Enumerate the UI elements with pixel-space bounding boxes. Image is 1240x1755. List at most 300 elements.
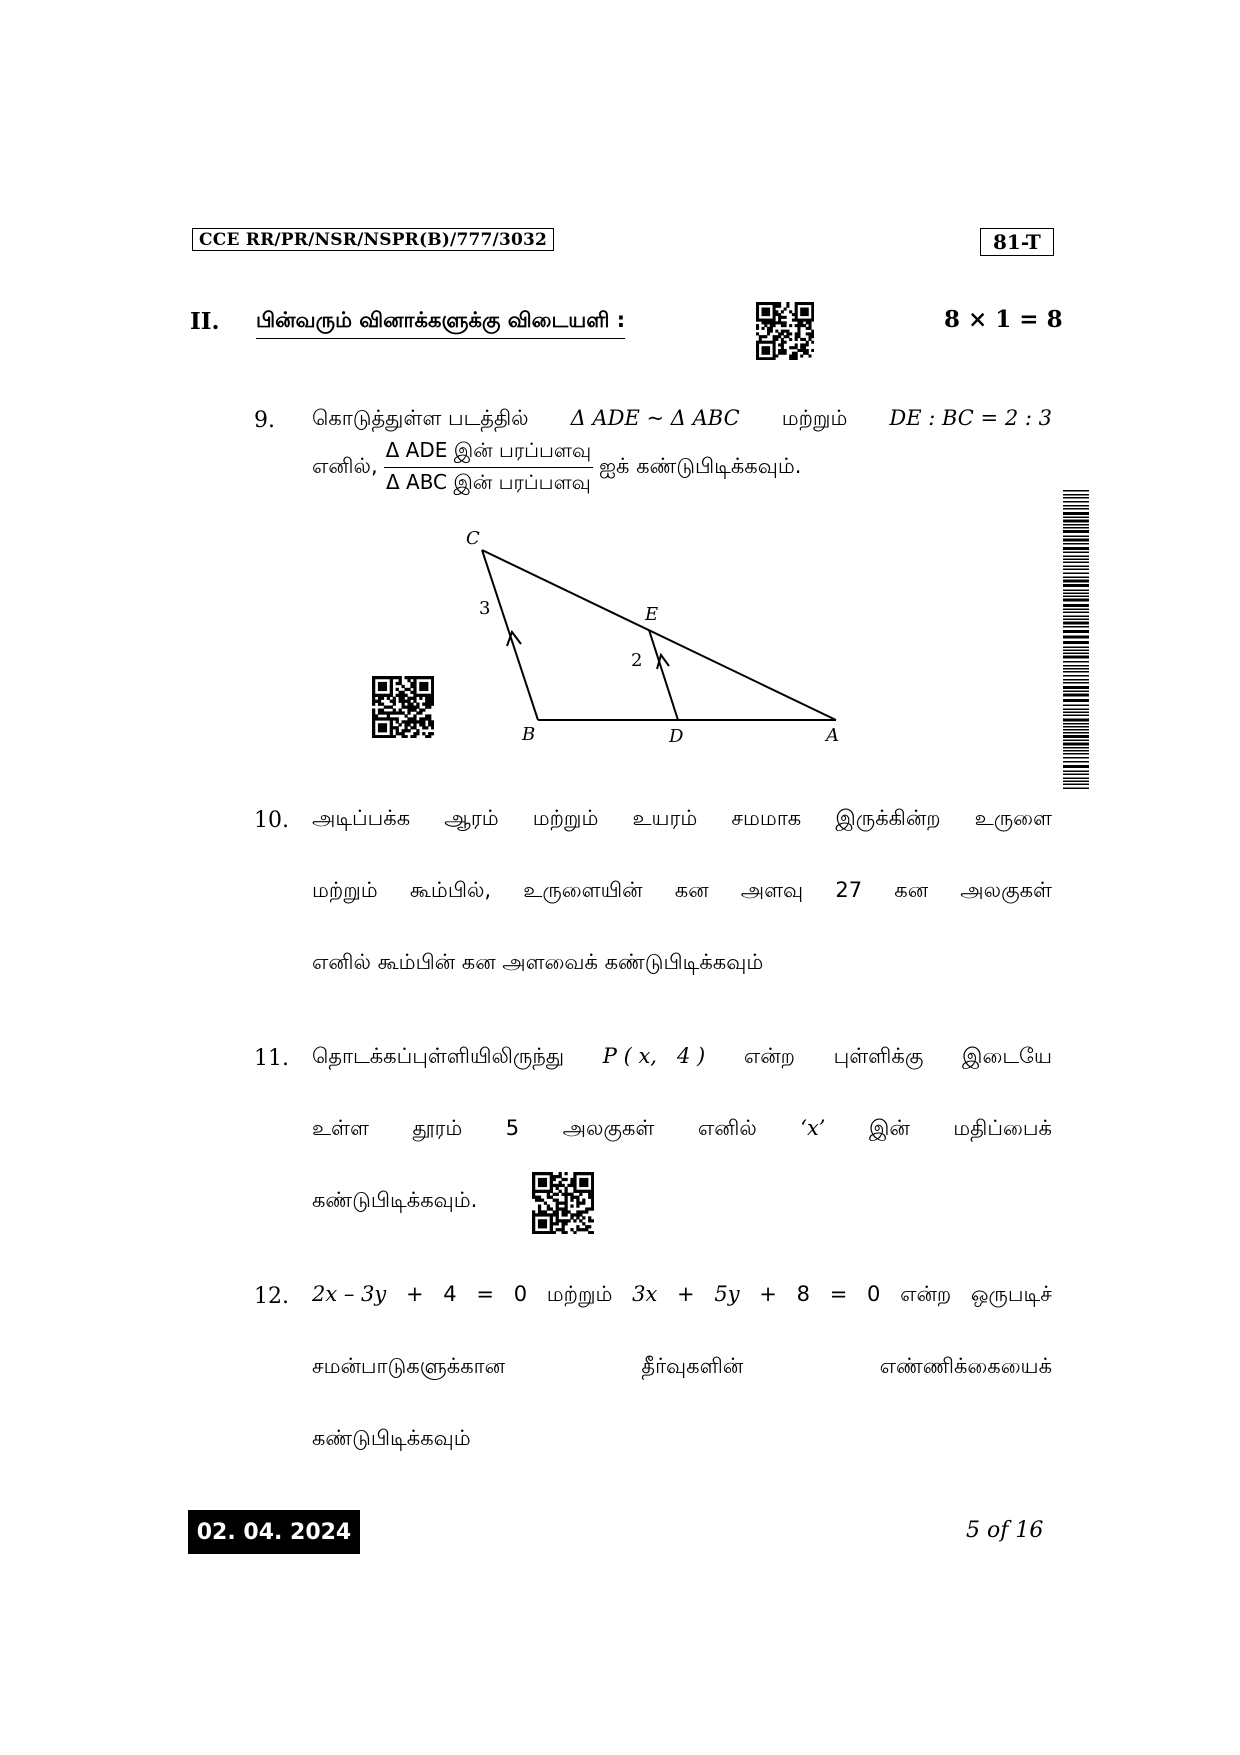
word: + <box>759 1282 777 1306</box>
qr-module <box>381 708 384 711</box>
qr-module <box>538 1172 541 1175</box>
qr-module <box>375 717 378 720</box>
qr-module <box>372 685 375 688</box>
qr-module <box>806 319 809 322</box>
word: 8 <box>796 1282 810 1306</box>
qr-module <box>407 729 410 732</box>
barcode-bar <box>1063 530 1089 533</box>
qr-module <box>396 717 399 720</box>
qr-module <box>419 694 422 697</box>
qr-module <box>407 688 410 691</box>
qr-module <box>773 354 776 357</box>
qr-module <box>402 694 405 697</box>
qr-module <box>384 688 387 691</box>
qr-module <box>764 346 767 349</box>
qr-module <box>532 1193 535 1196</box>
qr-module <box>550 1172 553 1175</box>
qr-module <box>762 313 765 316</box>
qr-module <box>567 1219 570 1222</box>
qr-module <box>591 1231 594 1234</box>
qr-module <box>786 305 789 308</box>
word: 4 <box>443 1282 457 1306</box>
qr-module <box>547 1207 550 1210</box>
qr-module <box>773 338 776 341</box>
qr-module <box>390 726 393 729</box>
qr-module <box>789 346 792 349</box>
qr-module <box>422 726 425 729</box>
qr-module <box>428 714 431 717</box>
qr-module <box>570 1204 573 1207</box>
qr-module <box>384 726 387 729</box>
qr-module <box>570 1193 573 1196</box>
qr-module <box>781 321 784 324</box>
qr-module <box>556 1204 559 1207</box>
qr-module <box>550 1196 553 1199</box>
qr-module <box>399 732 402 735</box>
qr-module <box>775 321 778 324</box>
barcode-bar <box>1063 559 1089 561</box>
qr-module <box>425 726 428 729</box>
barcode-bar <box>1063 527 1089 529</box>
qr-module <box>811 330 814 333</box>
length-label-bc: 3 <box>479 598 491 619</box>
qr-module <box>591 1207 594 1210</box>
qr-module <box>428 732 431 735</box>
qr-module <box>576 1228 579 1231</box>
word: = <box>476 1282 494 1306</box>
qr-module <box>591 1178 594 1181</box>
qr-module <box>781 343 784 346</box>
qr-module <box>556 1207 559 1210</box>
qr-module <box>800 319 803 322</box>
question-11-line-1 <box>312 1044 1052 1071</box>
qr-module <box>789 338 792 341</box>
qr-module <box>378 676 381 679</box>
qr-module <box>564 1204 567 1207</box>
barcode-bar <box>1063 691 1089 693</box>
qr-module <box>797 332 800 335</box>
qr-module <box>372 717 375 720</box>
qr-module <box>756 313 759 316</box>
qr-module <box>764 324 767 327</box>
qr-module <box>767 302 770 305</box>
qr-module <box>419 685 422 688</box>
qr-module <box>419 697 422 700</box>
qr-module <box>559 1190 562 1193</box>
qr-module <box>756 357 759 360</box>
qr-module <box>556 1193 559 1196</box>
qr-module <box>579 1219 582 1222</box>
qr-module <box>803 324 806 327</box>
barcode-bar <box>1063 512 1089 515</box>
qr-module <box>431 723 434 726</box>
barcode-bar <box>1063 771 1089 773</box>
qr-module <box>756 308 759 311</box>
qr-module <box>419 676 422 679</box>
qr-module <box>378 682 381 685</box>
qr-module <box>419 717 422 720</box>
qr-module <box>547 1190 550 1193</box>
qr-module <box>764 313 767 316</box>
qr-module <box>556 1213 559 1216</box>
word: உள்ள <box>312 1116 369 1140</box>
qr-module <box>562 1228 565 1231</box>
qr-module <box>773 321 776 324</box>
qr-module <box>393 676 396 679</box>
qr-module <box>544 1213 547 1216</box>
qr-module <box>378 688 381 691</box>
barcode-bar <box>1063 719 1089 722</box>
qr-module <box>544 1172 547 1175</box>
qr-module <box>375 700 378 703</box>
qr-module <box>764 335 767 338</box>
qr-module <box>808 321 811 324</box>
barcode-bar <box>1063 609 1089 611</box>
qr-module <box>573 1178 576 1181</box>
barcode-bar <box>1063 735 1089 738</box>
math-expression: DE : BC = 2 : 3 <box>889 406 1052 430</box>
qr-module <box>767 332 770 335</box>
qr-module <box>781 349 784 352</box>
qr-module <box>806 349 809 352</box>
qr-module <box>390 729 393 732</box>
qr-module <box>425 706 428 709</box>
text: தொடக்கப்புள்ளியிலிருந்து <box>312 1044 565 1068</box>
qr-module <box>553 1222 556 1225</box>
qr-module <box>797 324 800 327</box>
qr-module <box>806 327 809 330</box>
word: என்ற <box>900 1282 952 1306</box>
qr-module <box>564 1219 567 1222</box>
qr-module <box>410 735 413 738</box>
qr-module <box>588 1219 591 1222</box>
barcode-bar <box>1063 505 1089 507</box>
qr-module <box>413 735 416 738</box>
qr-module <box>541 1184 544 1187</box>
qr-module <box>532 1213 535 1216</box>
qr-module <box>404 706 407 709</box>
word: 3x <box>632 1282 658 1306</box>
qr-module <box>582 1210 585 1213</box>
qr-module <box>384 717 387 720</box>
qr-module <box>541 1222 544 1225</box>
qr-module <box>564 1187 567 1190</box>
text: எனில், <box>312 454 378 478</box>
qr-module <box>770 324 773 327</box>
qr-module <box>756 346 759 349</box>
qr-module <box>399 679 402 682</box>
qr-module <box>550 1187 553 1190</box>
qr-module <box>390 679 393 682</box>
qr-module <box>532 1187 535 1190</box>
qr-module <box>556 1175 559 1178</box>
qr-module <box>381 726 384 729</box>
barcode-bar <box>1063 641 1089 644</box>
qr-module <box>773 308 776 311</box>
word: = <box>829 1282 848 1306</box>
qr-module <box>579 1193 582 1196</box>
word: கன <box>674 878 709 902</box>
barcode-bar <box>1063 604 1089 607</box>
barcode-bar <box>1063 675 1089 677</box>
qr-module <box>396 711 399 714</box>
qr-module <box>547 1193 550 1196</box>
qr-module <box>413 682 416 685</box>
qr-module <box>375 735 378 738</box>
qr-module <box>431 726 434 729</box>
qr-module <box>372 711 375 714</box>
qr-module <box>567 1210 570 1213</box>
qr-module <box>431 679 434 682</box>
qr-module <box>404 729 407 732</box>
qr-code-icon <box>372 676 434 738</box>
qr-module <box>811 349 814 352</box>
qr-module <box>550 1228 553 1231</box>
qr-module <box>562 1225 565 1228</box>
word: இருக்கின்ற <box>835 806 941 830</box>
qr-module <box>538 1181 541 1184</box>
qr-module <box>390 691 393 694</box>
qr-module <box>544 1231 547 1234</box>
qr-module <box>762 302 765 305</box>
barcode-bar <box>1063 765 1089 768</box>
subject-code: 81-T <box>980 228 1054 256</box>
qr-module <box>582 1181 585 1184</box>
qr-module <box>784 330 787 333</box>
qr-module <box>532 1210 535 1213</box>
qr-module <box>381 676 384 679</box>
qr-module <box>384 682 387 685</box>
question-9-line-1 <box>312 406 1052 433</box>
word: அளவு <box>740 878 804 902</box>
barcode-bar <box>1063 715 1089 717</box>
qr-module <box>579 1210 582 1213</box>
qr-module <box>775 313 778 316</box>
qr-module <box>573 1181 576 1184</box>
qr-module <box>381 717 384 720</box>
qr-module <box>778 313 781 316</box>
qr-module <box>384 711 387 714</box>
qr-module <box>396 726 399 729</box>
qr-module <box>407 706 410 709</box>
qr-module <box>541 1225 544 1228</box>
qr-module <box>422 688 425 691</box>
qr-module <box>773 349 776 352</box>
qr-module <box>803 302 806 305</box>
qr-module <box>564 1202 567 1205</box>
qr-module <box>396 694 399 697</box>
qr-module <box>396 682 399 685</box>
qr-module <box>538 1225 541 1228</box>
qr-module <box>795 357 798 360</box>
qr-module <box>404 723 407 726</box>
question-10-line-1 <box>312 806 1052 833</box>
qr-module <box>538 1184 541 1187</box>
qr-module <box>762 352 765 355</box>
barcode-bar <box>1063 682 1089 684</box>
qr-module <box>407 720 410 723</box>
question-9-line-2 <box>312 438 1052 497</box>
qr-module <box>795 332 798 335</box>
qr-module <box>792 313 795 316</box>
qr-module <box>582 1228 585 1231</box>
qr-module <box>767 310 770 313</box>
qr-module <box>393 703 396 706</box>
qr-module <box>591 1204 594 1207</box>
qr-module <box>582 1190 585 1193</box>
qr-module <box>402 735 405 738</box>
question-11-line-3: கண்டுபிடிக்கவும். <box>312 1188 478 1212</box>
qr-module <box>390 694 393 697</box>
question-11-line-2 <box>312 1116 1052 1143</box>
section-title: பின்வரும் வினாக்களுக்கு விடையளி : <box>256 308 625 339</box>
qr-module <box>384 729 387 732</box>
qr-module <box>431 732 434 735</box>
qr-module <box>778 305 781 308</box>
qr-module <box>759 357 762 360</box>
word: + <box>677 1282 695 1306</box>
qr-module <box>425 697 428 700</box>
qr-module <box>419 711 422 714</box>
barcode-bar <box>1063 712 1089 714</box>
qr-module <box>582 1178 585 1181</box>
word: 5 <box>505 1116 520 1140</box>
qr-module <box>402 697 405 700</box>
barcode-icon <box>1063 490 1089 790</box>
barcode-bar <box>1063 694 1089 697</box>
qr-module <box>541 1219 544 1222</box>
qr-module <box>410 691 413 694</box>
qr-module <box>419 708 422 711</box>
barcode-bar <box>1063 665 1089 667</box>
qr-module <box>378 735 381 738</box>
qr-module <box>538 1178 541 1181</box>
qr-module <box>767 341 770 344</box>
qr-module <box>573 1196 576 1199</box>
qr-module <box>550 1181 553 1184</box>
barcode-bar <box>1063 729 1089 731</box>
qr-module <box>553 1175 556 1178</box>
qr-module <box>803 338 806 341</box>
qr-module <box>800 354 803 357</box>
qr-module <box>759 319 762 322</box>
qr-module <box>789 357 792 360</box>
qr-module <box>393 726 396 729</box>
barcode-bar <box>1063 726 1089 728</box>
qr-module <box>544 1178 547 1181</box>
qr-module <box>535 1190 538 1193</box>
qr-module <box>413 679 416 682</box>
qr-module <box>795 346 798 349</box>
qr-module <box>553 1213 556 1216</box>
word: சமமாக <box>731 806 802 830</box>
qr-module <box>762 357 765 360</box>
qr-module <box>778 352 781 355</box>
qr-module <box>428 717 431 720</box>
word: எனில் <box>697 1116 757 1140</box>
barcode-bar <box>1063 743 1089 746</box>
qr-module <box>390 706 393 709</box>
qr-module <box>585 1228 588 1231</box>
qr-module <box>781 330 784 333</box>
qr-module <box>562 1231 565 1234</box>
barcode-bar <box>1063 788 1089 790</box>
barcode-bar <box>1063 671 1089 673</box>
barcode-bar <box>1063 774 1089 776</box>
qr-module <box>538 1219 541 1222</box>
question-10-line-2 <box>312 878 1052 905</box>
qr-module <box>431 697 434 700</box>
qr-module <box>781 346 784 349</box>
qr-module <box>756 354 759 357</box>
qr-module <box>553 1199 556 1202</box>
qr-module <box>797 327 800 330</box>
qr-module <box>564 1172 567 1175</box>
qr-module <box>535 1199 538 1202</box>
qr-module <box>803 346 806 349</box>
qr-module <box>588 1193 591 1196</box>
qr-module <box>573 1175 576 1178</box>
qr-module <box>800 338 803 341</box>
math-expression: Δ ADE ~ Δ ABC <box>570 406 740 430</box>
qr-module <box>402 703 405 706</box>
qr-module <box>562 1207 565 1210</box>
word: தீர்வுகளின் <box>641 1354 744 1378</box>
qr-module <box>756 349 759 352</box>
qr-module <box>428 676 431 679</box>
qr-module <box>381 735 384 738</box>
question-number: 10. <box>254 808 289 833</box>
qr-module <box>564 1193 567 1196</box>
qr-module <box>399 691 402 694</box>
qr-module <box>425 676 428 679</box>
parallel-arrow <box>657 655 669 669</box>
qr-module <box>762 310 765 313</box>
qr-module <box>556 1184 559 1187</box>
barcode-bar <box>1063 517 1089 519</box>
qr-module <box>384 694 387 697</box>
qr-module <box>786 302 789 305</box>
qr-module <box>773 302 776 305</box>
qr-module <box>419 682 422 685</box>
qr-module <box>775 335 778 338</box>
qr-module <box>764 308 767 311</box>
qr-module <box>559 1181 562 1184</box>
qr-module <box>404 720 407 723</box>
qr-module <box>413 685 416 688</box>
qr-module <box>387 717 390 720</box>
qr-module <box>544 1225 547 1228</box>
qr-code-icon <box>756 302 814 360</box>
qr-module <box>797 302 800 305</box>
qr-module <box>387 735 390 738</box>
qr-module <box>756 310 759 313</box>
qr-module <box>553 1231 556 1234</box>
barcode-bar <box>1063 740 1089 742</box>
qr-module <box>795 305 798 308</box>
qr-module <box>778 319 781 322</box>
qr-module <box>541 1190 544 1193</box>
barcode-bar <box>1063 580 1089 583</box>
barcode-bar <box>1063 653 1089 655</box>
qr-module <box>591 1175 594 1178</box>
qr-module <box>413 700 416 703</box>
qr-module <box>431 676 434 679</box>
qr-module <box>378 685 381 688</box>
qr-module <box>550 1225 553 1228</box>
qr-module <box>556 1210 559 1213</box>
qr-module <box>806 313 809 316</box>
